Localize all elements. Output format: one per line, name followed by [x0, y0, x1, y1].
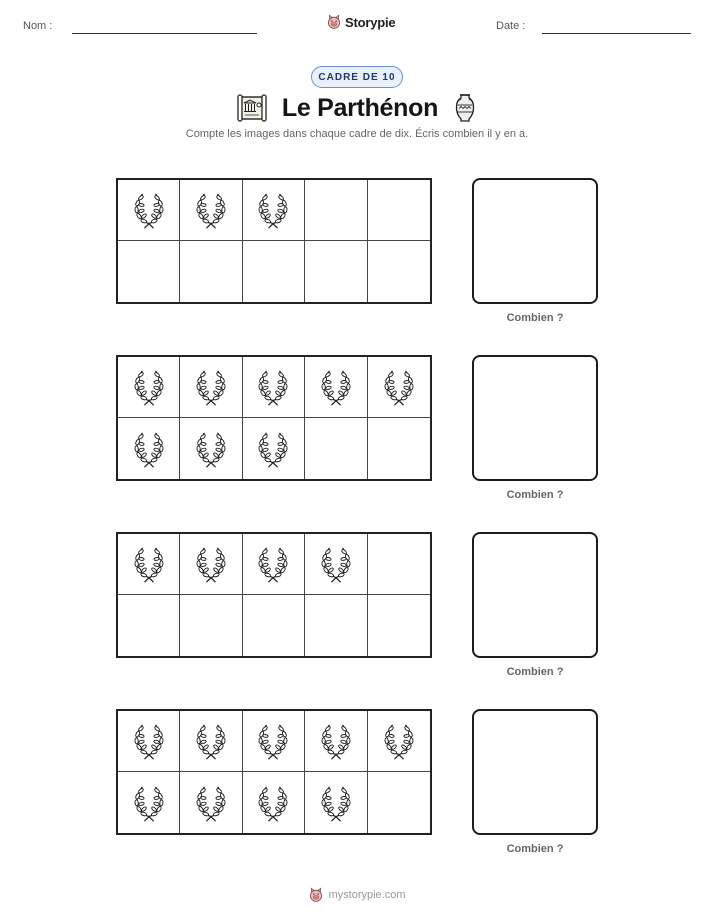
laurel-wreath-icon	[128, 543, 170, 585]
ten-frame-cell	[118, 534, 180, 595]
ten-frame-cell	[368, 711, 430, 772]
laurel-wreath-icon	[378, 366, 420, 408]
answer-box[interactable]	[472, 532, 598, 658]
piggy-mascot-icon	[308, 887, 324, 903]
laurel-wreath-icon	[128, 366, 170, 408]
laurel-wreath-icon	[315, 543, 357, 585]
laurel-wreath-icon	[252, 720, 294, 762]
ten-frame-cell	[180, 241, 242, 302]
answer-prompt: Combien ?	[506, 312, 564, 324]
ten-frame-cell	[243, 241, 305, 302]
ten-frame-cell	[118, 418, 180, 479]
piggy-mascot-icon	[326, 13, 342, 31]
ten-frame-cell	[180, 711, 242, 772]
answer-prompt: Combien ?	[506, 666, 564, 678]
ten-frame-cell	[243, 534, 305, 595]
laurel-wreath-icon	[190, 428, 232, 470]
laurel-wreath-icon	[315, 366, 357, 408]
laurel-wreath-icon	[315, 720, 357, 762]
ten-frame-cell	[180, 534, 242, 595]
ten-frame	[116, 709, 432, 835]
ten-frame-cell	[118, 772, 180, 833]
laurel-wreath-icon	[190, 720, 232, 762]
ten-frame-cell	[180, 772, 242, 833]
laurel-wreath-icon	[128, 720, 170, 762]
laurel-wreath-icon	[190, 543, 232, 585]
name-label: Nom :	[23, 20, 53, 32]
laurel-wreath-icon	[128, 189, 170, 231]
ten-frame-cell	[368, 772, 430, 833]
ten-frame-cell	[305, 180, 367, 241]
ten-frame-cell	[368, 534, 430, 595]
ten-frame-cell	[118, 180, 180, 241]
ten-frame-cell	[180, 357, 242, 418]
ten-frame-cell	[368, 357, 430, 418]
page-title: Le Parthénon	[281, 93, 439, 122]
ten-frame-cell	[305, 595, 367, 656]
ten-frame-cell	[243, 711, 305, 772]
ten-frame-cell	[368, 241, 430, 302]
laurel-wreath-icon	[190, 189, 232, 231]
laurel-wreath-icon	[252, 189, 294, 231]
worksheet-type-badge: CADRE DE 10	[311, 66, 403, 88]
ten-frame-cell	[243, 180, 305, 241]
laurel-wreath-icon	[190, 366, 232, 408]
instructions: Compte les images dans chaque cadre de dix. Écris combien il y en a.	[185, 128, 529, 140]
ten-frame-cell	[243, 772, 305, 833]
ten-frame-cell	[305, 534, 367, 595]
ten-frame-cell	[180, 180, 242, 241]
laurel-wreath-icon	[252, 543, 294, 585]
answer-prompt: Combien ?	[506, 489, 564, 501]
date-write-line[interactable]	[542, 33, 691, 34]
footer	[0, 887, 714, 903]
ten-frame-cell	[368, 595, 430, 656]
laurel-wreath-icon	[128, 782, 170, 824]
ten-frame-cell	[305, 711, 367, 772]
ten-frame-cell	[305, 357, 367, 418]
ten-frame-cell	[305, 418, 367, 479]
name-write-line[interactable]	[72, 33, 257, 34]
ten-frame-cell	[118, 595, 180, 656]
ten-frame-cell	[305, 772, 367, 833]
title-row	[0, 90, 714, 126]
laurel-wreath-icon	[252, 782, 294, 824]
ten-frame-cell	[118, 357, 180, 418]
answer-box[interactable]	[472, 709, 598, 835]
ten-frame-cell	[243, 357, 305, 418]
laurel-wreath-icon	[190, 782, 232, 824]
laurel-wreath-icon	[252, 428, 294, 470]
ten-frame-cell	[180, 418, 242, 479]
laurel-wreath-icon	[315, 782, 357, 824]
ten-frame-cell	[118, 241, 180, 302]
footer-url[interactable]: mystorypie.com	[328, 889, 406, 901]
ten-frame-cell	[118, 711, 180, 772]
answer-box[interactable]	[472, 178, 598, 304]
brand-name: Storypie	[345, 14, 396, 30]
laurel-wreath-icon	[128, 428, 170, 470]
laurel-wreath-icon	[378, 720, 420, 762]
ten-frame-cell	[368, 418, 430, 479]
ten-frame	[116, 178, 432, 304]
greek-amphora-icon	[452, 92, 478, 124]
ten-frame	[116, 532, 432, 658]
answer-prompt: Combien ?	[506, 843, 564, 855]
storypie-logo	[326, 13, 395, 31]
ten-frame	[116, 355, 432, 481]
ten-frame-cell	[368, 180, 430, 241]
answer-box[interactable]	[472, 355, 598, 481]
ten-frame-cell	[243, 418, 305, 479]
ten-frame-cell	[243, 595, 305, 656]
ten-frame-cell	[305, 241, 367, 302]
laurel-wreath-icon	[252, 366, 294, 408]
ten-frame-cell	[180, 595, 242, 656]
date-label: Date :	[496, 20, 526, 32]
parthenon-scroll-icon	[236, 92, 268, 124]
